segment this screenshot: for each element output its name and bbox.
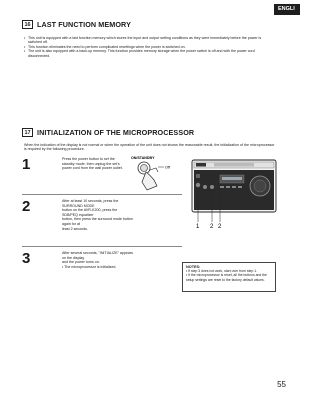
notes-item: • If the microprocessor is reset, all the buttons and the setup settings are reset to the factory default values. [186,273,267,282]
notes-title: NOTES: [186,265,201,269]
section-17-number: 17 [22,128,33,137]
step-1-number: 1 [22,156,31,173]
callout-2a: 2 [210,224,214,230]
section-16-title: LAST FUNCTION MEMORY [37,20,131,29]
section-16-bullets [24,36,276,58]
bullet-item: • This function eliminates the need to perform complicated resettings when the power is switched on. [24,45,276,49]
step-text-line: Press the power button to set the [62,157,115,161]
step-3-text [62,251,134,269]
receiver-front-panel-illustration [190,158,278,246]
section-17-intro: When the indication of the display is not normal or when the operation of the unit does not shows the reasonable result, the initialization of the microprocessor is required by the following procedure. [24,143,275,152]
section-17-title: INITIALIZATION OF THE MICROPROCESSOR [37,128,195,137]
off-label: Off [165,165,170,170]
step-2-text [62,199,134,231]
step-divider [22,194,182,195]
section-17-heading [22,128,194,137]
bullet-item: • This unit is equipped with a last function memory which stores the input and output setting conditions as they were immediately before the power is switched off. [24,36,276,45]
step-text-line: button on the AVR-K200, press the SDB/PEQ equalizer [62,208,118,217]
power-button-illustration [124,150,184,192]
step-text-line: After several seconds, "INITIALIZE" appears on the display [62,251,133,260]
step-text-line: power cord from the wall power outlet. [62,166,123,171]
bullet-item: • The unit is also equipped with a back-up memory. This function provides memory storage when the power switch is off and with the power cord disconnected. [24,49,276,58]
callout-2b: 2 [218,224,222,230]
power-label: ON/STANDBY [131,156,155,160]
step-text-line: button, then press the surround mode button again for at [62,217,133,226]
step-1-text [62,157,126,171]
step-3-number: 3 [22,250,31,267]
step-text-line: • The microprocessor is initialized. [62,264,117,269]
notes-item: • If step 3 does not work, start over from step 1. [186,269,258,274]
step-text-line: standby mode, then unplug the set's [62,161,120,166]
step-text-line: After at least 10 seconds, press the SURROUND MODE [62,199,119,208]
section-16-heading [22,20,131,29]
step-3 [22,250,180,290]
callout-1: 1 [196,224,200,230]
step-text-line: least 2 seconds. [62,226,88,231]
language-tab: ENGLI [274,4,300,15]
section-16-number: 16 [22,20,33,29]
step-divider [22,246,182,247]
step-text-line: and the power turns on. [62,260,100,265]
page-number: 55 [277,380,286,389]
step-2 [22,198,180,238]
notes-box [182,262,276,292]
step-2-number: 2 [22,198,31,215]
